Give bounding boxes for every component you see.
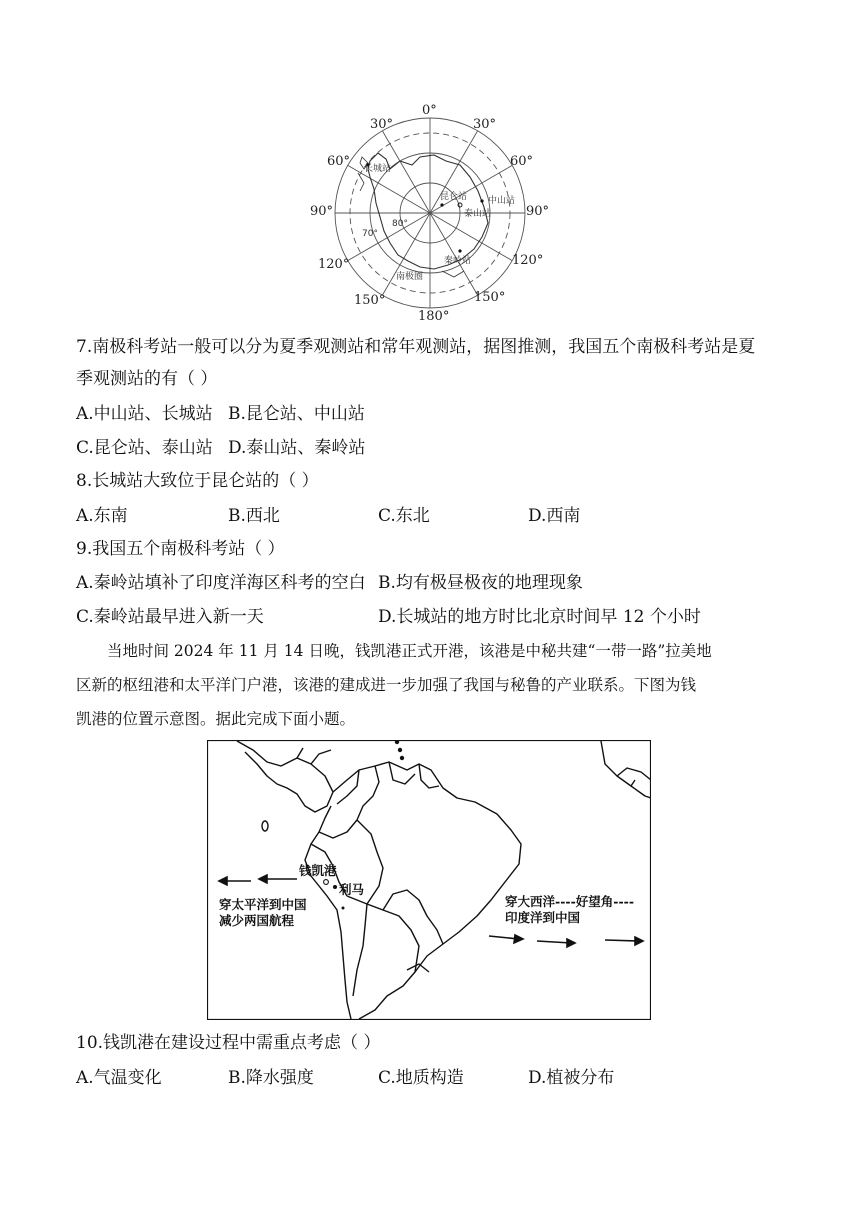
q10-option-b: B.降水强度: [228, 1068, 314, 1088]
station-label-changcheng: 长城站: [364, 164, 392, 174]
q7-option-a: A.中山站、长城站: [76, 404, 213, 424]
station-label-zhongshan: 中山站: [488, 196, 516, 206]
lon-label-60w: 60°: [327, 154, 351, 169]
q8-option-c: C.东北: [378, 506, 430, 526]
lon-label-60e: 60°: [510, 154, 534, 169]
q7-stem-line1: 7.南极科考站一般可以分为夏季观测站和常年观测站，据图推测，我国五个南极科考站是夏: [76, 337, 756, 357]
passage-line3: 凯港的位置示意图。据此完成下面小题。: [76, 710, 356, 728]
station-dot-qinling: [458, 249, 461, 252]
q9-stem: 9.我国五个南极科考站（ ）: [76, 539, 285, 559]
q10-option-c: C.地质构造: [378, 1068, 464, 1088]
lon-label-90w: 90°: [310, 204, 334, 219]
station-label-kunlun: 昆仑站: [440, 192, 468, 202]
station-label-taishan: 泰山站: [464, 209, 492, 219]
lon-label-30w: 30°: [370, 117, 394, 132]
q10-option-d: D.植被分布: [528, 1068, 615, 1088]
q8-option-d: D.西南: [528, 506, 581, 526]
q7-option-b: B.昆仑站、中山站: [228, 404, 365, 424]
lon-label-120w: 120°: [318, 257, 350, 272]
atlantic-route-label-line2: 印度洋到中国: [505, 910, 581, 925]
port-label: 钱凯港: [299, 863, 337, 878]
pacific-route-label-line1: 穿太平洋到中国: [219, 897, 307, 912]
atlantic-route-label-line1: 穿大西洋----好望角----: [505, 894, 635, 909]
lima-label: 利马: [339, 882, 365, 897]
passage-line1: 当地时间 2024 年 11 月 14 日晚，钱凯港正式开港，该港是中秘共建“一带一路”拉美地: [107, 642, 712, 660]
passage-line2: 区新的枢纽港和太平洋门户港，该港的建成进一步加强了我国与秘鲁的产业联系。下图为钱: [76, 676, 697, 694]
q9-option-d: D.长城站的地方时比北京时间早 12 个小时: [378, 607, 701, 627]
q7-option-d: D.泰山站、秦岭站: [228, 438, 366, 458]
lima-marker: [333, 885, 337, 889]
antarctic-polar-map: [300, 98, 560, 324]
antarctic-circle-label: 南极圈: [396, 272, 424, 282]
lat-label-80: 80°: [392, 219, 408, 229]
q7-stem-line2: 季观测站的有（ ）: [76, 369, 218, 389]
q9-option-c: C.秦岭站最早进入新一天: [76, 607, 264, 627]
lon-label-90e: 90°: [526, 204, 550, 219]
station-label-qinling: 秦岭站: [444, 256, 472, 266]
q10-stem: 10.钱凯港在建设过程中需重点考虑（ ）: [76, 1033, 381, 1053]
lon-label-120e: 120°: [512, 253, 544, 268]
passage: [76, 634, 788, 736]
q8-option-b: B.西北: [228, 506, 280, 526]
q9-option-a: A.秦岭站填补了印度洋海区科考的空白: [76, 573, 366, 593]
station-dot-zhongshan: [480, 199, 483, 202]
lon-label-180: 180°: [418, 309, 450, 324]
q10-option-a: A.气温变化: [76, 1068, 162, 1088]
lon-label-30e: 30°: [473, 117, 497, 132]
chancay-port-map: [207, 740, 651, 1020]
q8-option-a: A.东南: [76, 506, 128, 526]
q8-stem: 8.长城站大致位于昆仑站的（ ）: [76, 471, 319, 491]
q9-option-b: B.均有极昼极夜的地理现象: [378, 573, 583, 593]
lon-label-150w: 150°: [354, 293, 386, 308]
lon-label-150e: 150°: [474, 290, 506, 305]
pacific-route-label-line2: 减少两国航程: [219, 913, 295, 928]
station-dot-kunlun: [440, 203, 443, 206]
q7-option-c: C.昆仑站、泰山站: [76, 438, 213, 458]
atlantic-arrow-3: [605, 940, 639, 941]
lat-label-70: 70°: [362, 229, 378, 239]
lon-label-0: 0°: [422, 103, 437, 118]
